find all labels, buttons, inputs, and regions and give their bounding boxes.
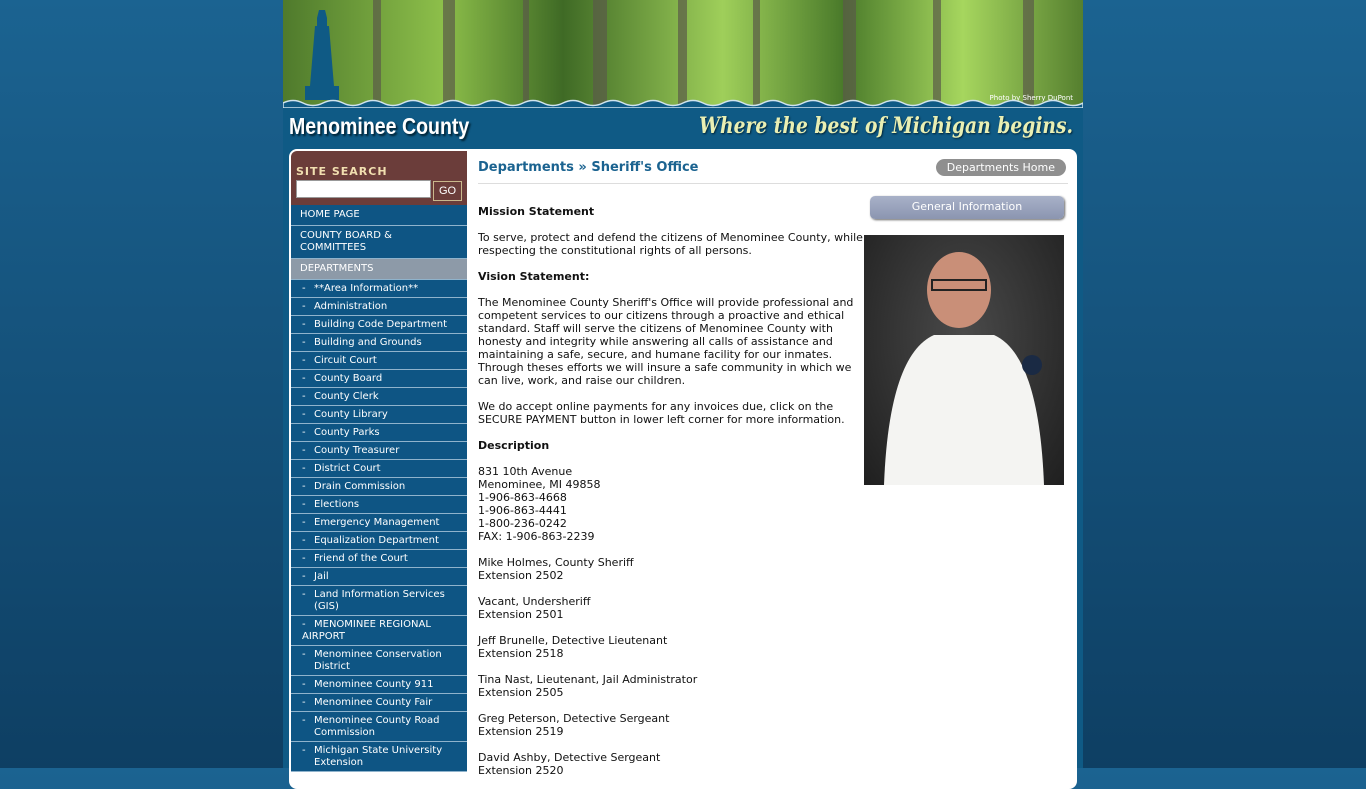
department-link[interactable] bbox=[291, 352, 467, 370]
nav-item[interactable]: COUNTY BOARD & COMMITTEES bbox=[291, 226, 467, 259]
payment-text: We do accept online payments for any invoices due, click on the SECURE PAYMENT button in lower left corner for more information. bbox=[478, 400, 845, 426]
site-search bbox=[291, 151, 467, 205]
department-label: Elections bbox=[314, 499, 360, 510]
vision-heading: Vision Statement: bbox=[478, 270, 590, 283]
sidebar bbox=[291, 151, 467, 772]
mission-text: To serve, protect and defend the citizens of Menominee County, while respecting the constitutional rights of all persons. bbox=[478, 231, 863, 257]
department-link[interactable] bbox=[291, 532, 467, 550]
department-label: County Treasurer bbox=[314, 445, 400, 456]
dash: - bbox=[302, 679, 306, 690]
dash: - bbox=[302, 535, 306, 546]
wave-divider bbox=[283, 98, 1083, 108]
staff-entry: Greg Peterson, Detective Sergeant Extension 2519 bbox=[478, 712, 670, 738]
sidebar-nav bbox=[291, 205, 467, 772]
vision-text: The Menominee County Sheriff's Office will provide professional and competent services to our citizens through a proactive and ethical standard. Staff will serve the citizens of Menominee County with honesty and integrity while answering all calls of assistance and maintaining a safe, secure, and humane facility for our inmates. Through theses efforts we will insure a safe community in which we can live, work, and raise our children. bbox=[478, 296, 854, 387]
dash: - bbox=[302, 649, 306, 660]
department-link[interactable] bbox=[291, 370, 467, 388]
dash: - bbox=[302, 715, 306, 726]
dash: - bbox=[302, 517, 306, 528]
dash: - bbox=[302, 697, 306, 708]
dash: - bbox=[302, 571, 306, 582]
department-label: Menominee County 911 bbox=[314, 679, 434, 690]
department-label: Menominee County Road Commission bbox=[314, 715, 440, 738]
dash: - bbox=[302, 481, 306, 492]
sheriff-photo bbox=[864, 235, 1064, 485]
department-label: District Court bbox=[314, 463, 381, 474]
department-link[interactable] bbox=[291, 298, 467, 316]
page-wrapper bbox=[283, 0, 1083, 777]
search-input[interactable] bbox=[296, 180, 431, 198]
department-link[interactable] bbox=[291, 586, 467, 616]
dash: - bbox=[302, 373, 306, 384]
department-label: Michigan State University Extension bbox=[314, 745, 443, 768]
divider bbox=[478, 183, 1068, 184]
department-link[interactable] bbox=[291, 694, 467, 712]
department-label: Land Information Services (GIS) bbox=[314, 589, 445, 612]
dash: - bbox=[302, 427, 306, 438]
department-link[interactable] bbox=[291, 514, 467, 532]
dash: - bbox=[302, 499, 306, 510]
staff-entry: Vacant, Undersheriff Extension 2501 bbox=[478, 595, 591, 621]
forest-banner-image bbox=[283, 0, 1083, 105]
department-link[interactable] bbox=[291, 712, 467, 742]
general-information-button[interactable]: General Information bbox=[870, 196, 1064, 219]
department-label: MENOMINEE REGIONAL AIRPORT bbox=[302, 619, 431, 642]
dash: - bbox=[302, 409, 306, 420]
department-link[interactable] bbox=[291, 388, 467, 406]
department-label: Circuit Court bbox=[314, 355, 377, 366]
dash: - bbox=[302, 301, 306, 312]
staff-entry: Mike Holmes, County Sheriff Extension 2502 bbox=[478, 556, 634, 582]
department-label: Menominee Conservation District bbox=[314, 649, 442, 672]
department-label: Administration bbox=[314, 301, 388, 312]
department-link[interactable] bbox=[291, 616, 467, 646]
departments-home-button[interactable]: Departments Home bbox=[936, 159, 1066, 176]
department-link[interactable] bbox=[291, 460, 467, 478]
dash: - bbox=[302, 463, 306, 474]
dash: - bbox=[302, 283, 306, 294]
department-link[interactable] bbox=[291, 676, 467, 694]
staff-entry: Tina Nast, Lieutenant, Jail Administrator Extension 2505 bbox=[478, 673, 698, 699]
dash: - bbox=[302, 553, 306, 564]
dash: - bbox=[302, 355, 306, 366]
department-link[interactable] bbox=[291, 496, 467, 514]
dash: - bbox=[302, 319, 306, 330]
breadcrumb: Departments » Sheriff's Office bbox=[478, 160, 699, 175]
department-link[interactable] bbox=[291, 316, 467, 334]
staff-entry: David Ashby, Detective Sergeant Extension 2520 bbox=[478, 751, 661, 777]
department-label: Building and Grounds bbox=[314, 337, 422, 348]
site-title[interactable]: Menominee County bbox=[289, 113, 470, 139]
search-go-button[interactable]: GO bbox=[433, 181, 462, 201]
department-label: Drain Commission bbox=[314, 481, 406, 492]
department-label: County Board bbox=[314, 373, 383, 384]
dash: - bbox=[302, 445, 306, 456]
site-search-label: SITE SEARCH bbox=[296, 165, 388, 178]
lighthouse-logo-icon bbox=[297, 10, 347, 100]
department-label: County Parks bbox=[314, 427, 380, 438]
department-link[interactable] bbox=[291, 442, 467, 460]
nav-item[interactable]: HOME PAGE bbox=[291, 205, 467, 226]
dash: - bbox=[302, 619, 306, 630]
dash: - bbox=[302, 391, 306, 402]
department-label: Emergency Management bbox=[314, 517, 440, 528]
dash: - bbox=[302, 589, 306, 600]
sheriff-description bbox=[478, 205, 863, 789]
nav-item[interactable]: DEPARTMENTS bbox=[291, 259, 467, 280]
department-link[interactable] bbox=[291, 646, 467, 676]
department-label: Building Code Department bbox=[314, 319, 448, 330]
department-link[interactable] bbox=[291, 478, 467, 496]
department-link[interactable] bbox=[291, 424, 467, 442]
tagline: Where the best of Michigan begins. bbox=[698, 113, 1073, 139]
department-label: Friend of the Court bbox=[314, 553, 408, 564]
content-panel bbox=[289, 149, 1077, 789]
description-heading: Description bbox=[478, 439, 550, 452]
department-label: Jail bbox=[314, 571, 329, 582]
department-link[interactable] bbox=[291, 568, 467, 586]
department-link[interactable] bbox=[291, 406, 467, 424]
department-label: County Clerk bbox=[314, 391, 379, 402]
photo-credit: Photo by Sherry DuPont bbox=[989, 94, 1073, 102]
staff-entry: Jeff Brunelle, Detective Lieutenant Extension 2518 bbox=[478, 634, 668, 660]
department-link[interactable] bbox=[291, 550, 467, 568]
department-label: **Area Information** bbox=[314, 283, 419, 294]
department-label: Menominee County Fair bbox=[314, 697, 433, 708]
department-label: County Library bbox=[314, 409, 388, 420]
address-contact: 831 10th Avenue Menominee, MI 49858 1-906-863-4668 1-906-863-4441 1-800-236-0242 FAX: 1-906-863-2239 bbox=[478, 465, 601, 543]
mission-heading: Mission Statement bbox=[478, 205, 595, 218]
dash: - bbox=[302, 337, 306, 348]
staff-list bbox=[478, 556, 863, 777]
department-label: Equalization Department bbox=[314, 535, 439, 546]
department-link[interactable] bbox=[291, 280, 467, 298]
department-link[interactable] bbox=[291, 334, 467, 352]
dash: - bbox=[302, 745, 306, 756]
